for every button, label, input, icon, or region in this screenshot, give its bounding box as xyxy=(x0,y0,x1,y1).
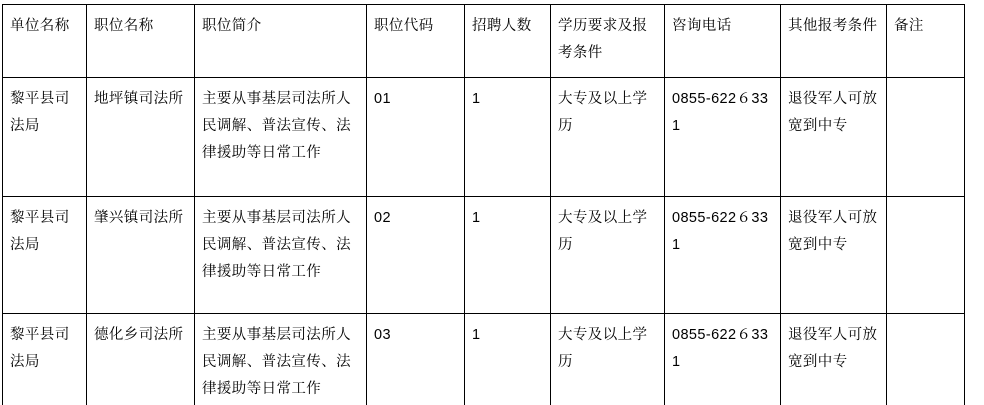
column-header-description: 职位简介 xyxy=(195,5,367,78)
column-header-phone: 咨询电话 xyxy=(665,5,781,78)
column-header-remark: 备注 xyxy=(887,5,965,78)
cell-position: 肇兴镇司法所 xyxy=(87,197,195,314)
cell-count: 1 xyxy=(465,78,551,197)
table-header-row xyxy=(3,5,965,78)
column-header-education: 学历要求及报考条件 xyxy=(551,5,665,78)
cell-unit: 黎平县司法局 xyxy=(3,197,87,314)
cell-other: 退役军人可放宽到中专 xyxy=(781,78,887,197)
cell-position: 德化乡司法所 xyxy=(87,314,195,405)
cell-code: 02 xyxy=(367,197,465,314)
cell-unit: 黎平县司法局 xyxy=(3,78,87,197)
cell-remark xyxy=(887,78,965,197)
cell-position: 地坪镇司法所 xyxy=(87,78,195,197)
column-header-code: 职位代码 xyxy=(367,5,465,78)
cell-unit: 黎平县司法局 xyxy=(3,314,87,405)
cell-other: 退役军人可放宽到中专 xyxy=(781,197,887,314)
cell-code: 01 xyxy=(367,78,465,197)
table-row xyxy=(3,197,965,314)
cell-education: 大专及以上学历 xyxy=(551,314,665,405)
cell-phone: 0855-622６331 xyxy=(665,78,781,197)
table-row xyxy=(3,314,965,405)
cell-other: 退役军人可放宽到中专 xyxy=(781,314,887,405)
table-row xyxy=(3,78,965,197)
cell-count: 1 xyxy=(465,197,551,314)
column-header-count: 招聘人数 xyxy=(465,5,551,78)
cell-education: 大专及以上学历 xyxy=(551,197,665,314)
cell-phone: 0855-622６331 xyxy=(665,197,781,314)
cell-count: 1 xyxy=(465,314,551,405)
cell-description: 主要从事基层司法所人民调解、普法宣传、法律援助等日常工作 xyxy=(195,78,367,197)
column-header-other: 其他报考条件 xyxy=(781,5,887,78)
cell-remark xyxy=(887,314,965,405)
cell-education: 大专及以上学历 xyxy=(551,78,665,197)
cell-remark xyxy=(887,197,965,314)
recruitment-table xyxy=(2,4,965,405)
cell-description: 主要从事基层司法所人民调解、普法宣传、法律援助等日常工作 xyxy=(195,314,367,405)
cell-description: 主要从事基层司法所人民调解、普法宣传、法律援助等日常工作 xyxy=(195,197,367,314)
column-header-unit: 单位名称 xyxy=(3,5,87,78)
cell-code: 03 xyxy=(367,314,465,405)
cell-phone: 0855-622６331 xyxy=(665,314,781,405)
column-header-position: 职位名称 xyxy=(87,5,195,78)
